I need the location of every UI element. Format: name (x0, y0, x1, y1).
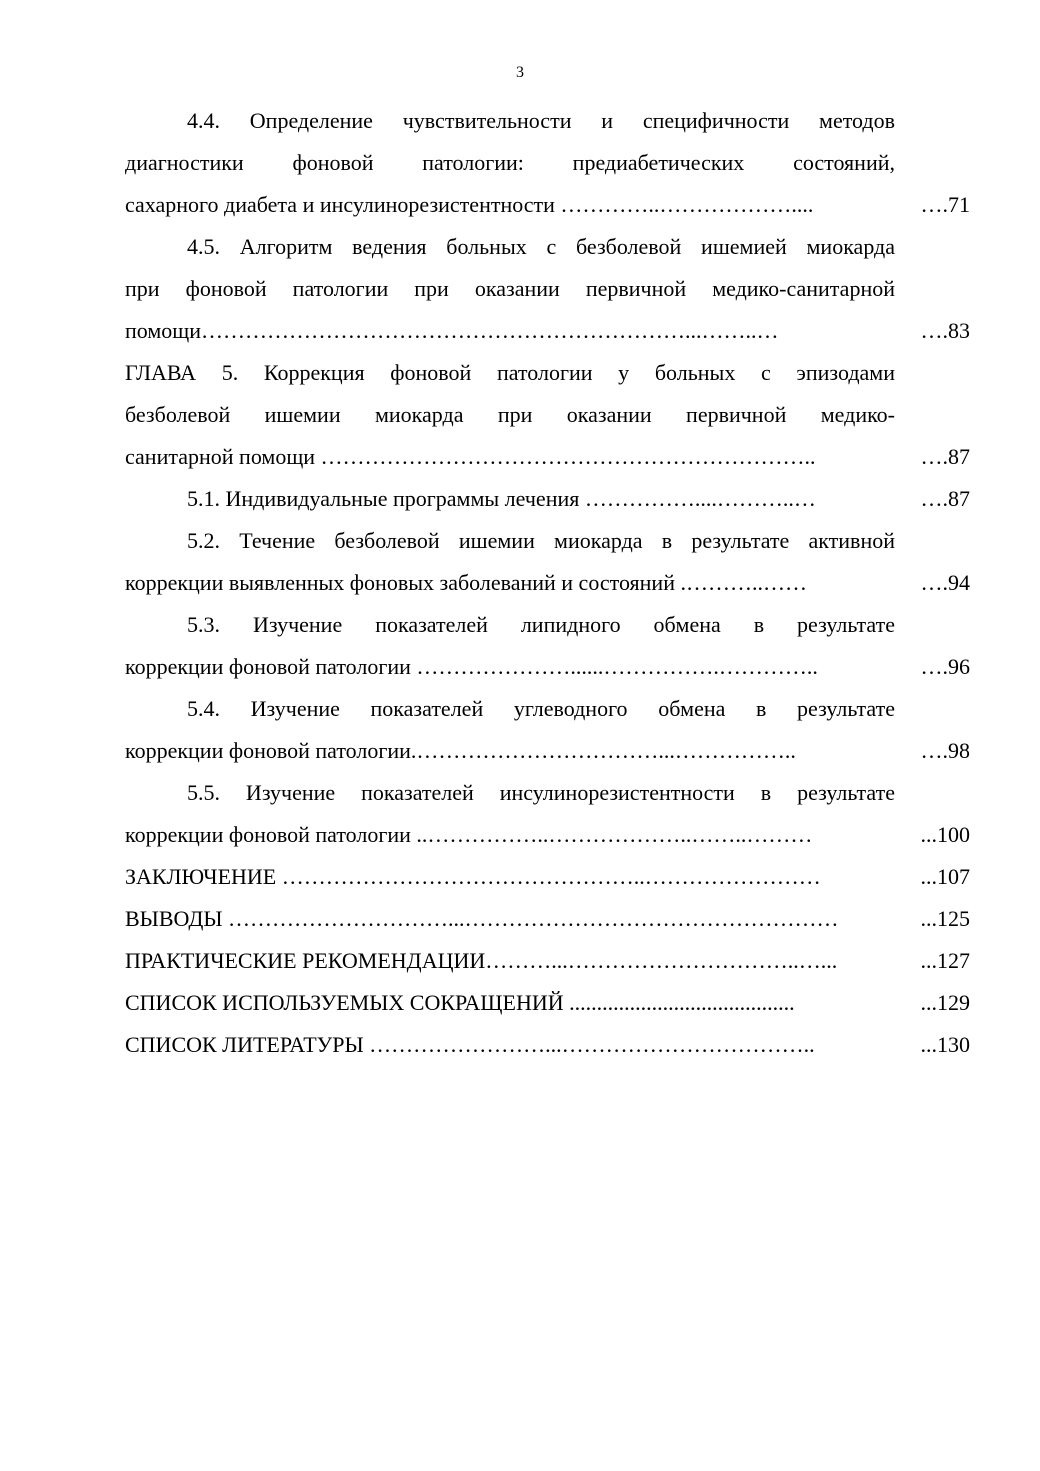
toc-entry[interactable] (125, 982, 970, 1024)
toc-entry-line: СПИСОК ЛИТЕРАТУРЫ ……………………...…………………………….. (125, 1032, 815, 1057)
toc-entry-line: помощи…………………………………………………………...……..… (125, 318, 779, 343)
toc-entry-page: ….87 (920, 486, 970, 511)
table-of-contents (125, 100, 970, 1066)
toc-entry-line: коррекции выявленных фоновых заболеваний и состояний .………..…… (125, 570, 807, 595)
toc-entry-line: ЗАКЛЮЧЕНИЕ …………………………………………..…………………… (125, 864, 821, 889)
toc-entry-line: коррекции фоновой патологии …………………......…………….………….. (125, 654, 818, 679)
toc-entry-line: ВЫВОДЫ …………………………...…………………………………………… (125, 906, 839, 931)
toc-entry-line: коррекции фоновой патологии.……………………………...…………….. (125, 738, 796, 763)
toc-entry-page: ...125 (920, 906, 970, 931)
toc-entry-line: диагностики фоновой патологии: предиабетических состояний, (125, 150, 895, 175)
toc-entry-line: при фоновой патологии при оказании первичной медико-санитарной (125, 276, 895, 301)
toc-entry-line: 5.2. Течение безболевой ишемии миокарда в результате активной (187, 528, 895, 553)
toc-entry-line: 5.1. Индивидуальные программы лечения ……………....………..… (187, 486, 816, 511)
toc-entry[interactable] (125, 226, 970, 352)
toc-entry-page: ….83 (920, 318, 970, 343)
toc-entry[interactable] (125, 604, 970, 688)
toc-entry-page: ….96 (920, 654, 970, 679)
toc-entry-line: СПИСОК ИСПОЛЬЗУЕМЫХ СОКРАЩЕНИЙ ......................................... (125, 990, 795, 1015)
toc-entry-line: 5.4. Изучение показателей углеводного обмена в результате (187, 696, 895, 721)
toc-entry-page: ...107 (920, 864, 970, 889)
toc-entry[interactable] (125, 520, 970, 604)
toc-entry-line: 4.5. Алгоритм ведения больных с безболевой ишемией миокарда (187, 234, 895, 259)
toc-entry-line: ПРАКТИЧЕСКИЕ РЕКОМЕНДАЦИИ………...…………………………..…... (125, 948, 838, 973)
toc-entry-line: 5.3. Изучение показателей липидного обмена в результате (187, 612, 895, 637)
toc-entry[interactable] (125, 688, 970, 772)
toc-entry[interactable] (125, 856, 970, 898)
toc-entry-page: ...100 (920, 822, 970, 847)
toc-entry[interactable] (125, 352, 970, 478)
toc-entry-line: 5.5. Изучение показателей инсулинорезистентности в результате (187, 780, 895, 805)
toc-entry-page: ….71 (920, 192, 970, 217)
toc-entry-page: ...129 (920, 990, 970, 1015)
toc-entry[interactable] (125, 478, 970, 520)
toc-entry[interactable] (125, 898, 970, 940)
toc-entry-line: 4.4. Определение чувствительности и специфичности методов (187, 108, 895, 133)
toc-entry-line: коррекции фоновой патологии ..……………..………………..……..……… (125, 822, 813, 847)
toc-entry-line: ГЛАВА 5. Коррекция фоновой патологии у больных с эпизодами (125, 360, 895, 385)
toc-entry-page: ...130 (920, 1032, 970, 1057)
toc-entry[interactable] (125, 1024, 970, 1066)
page-number: 3 (516, 64, 524, 81)
toc-entry[interactable] (125, 772, 970, 856)
toc-entry-page: ….94 (920, 570, 970, 595)
toc-entry-line: безболевой ишемии миокарда при оказании первичной медико- (125, 402, 895, 427)
toc-entry-line: санитарной помощи ………………………………………………………….. (125, 444, 816, 469)
toc-entry[interactable] (125, 100, 970, 226)
toc-entry-page: ...127 (920, 948, 970, 973)
toc-entry-line: сахарного диабета и инсулинорезистентности …………..……………….... (125, 192, 814, 217)
toc-entry[interactable] (125, 940, 970, 982)
toc-entry-page: ….87 (920, 444, 970, 469)
toc-entry-page: ….98 (920, 738, 970, 763)
